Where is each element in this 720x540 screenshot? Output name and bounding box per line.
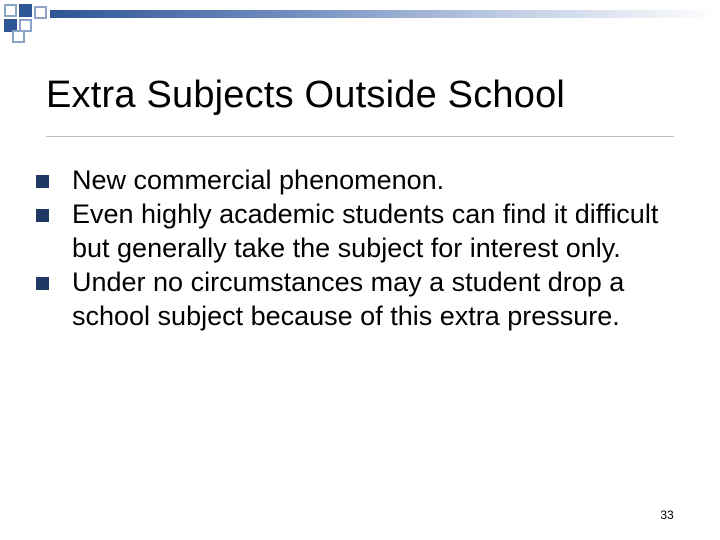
decorative-square-outline (4, 4, 17, 17)
decorative-square-outline (12, 30, 25, 43)
square-bullet-icon (36, 175, 49, 188)
bullet-text: New commercial phenomenon. (72, 165, 445, 195)
bullet-list (36, 163, 696, 333)
page-number: 33 (660, 508, 674, 522)
title-divider (46, 136, 674, 137)
square-bullet-icon (36, 209, 49, 222)
decorative-square-outline (34, 6, 47, 19)
decorative-gradient-bar (50, 10, 720, 18)
square-bullet-icon (36, 277, 49, 290)
decorative-square-filled (19, 4, 32, 17)
bullet-text: Under no circumstances may a student drop a school subject because of this extra pressure. (72, 267, 625, 331)
slide-title: Extra Subjects Outside School (46, 74, 566, 116)
bullet-item (36, 197, 696, 265)
bullet-item (36, 265, 696, 333)
bullet-item (36, 163, 696, 197)
bullet-text: Even highly academic students can find it difficult but generally take the subject for interest only. (72, 199, 659, 263)
